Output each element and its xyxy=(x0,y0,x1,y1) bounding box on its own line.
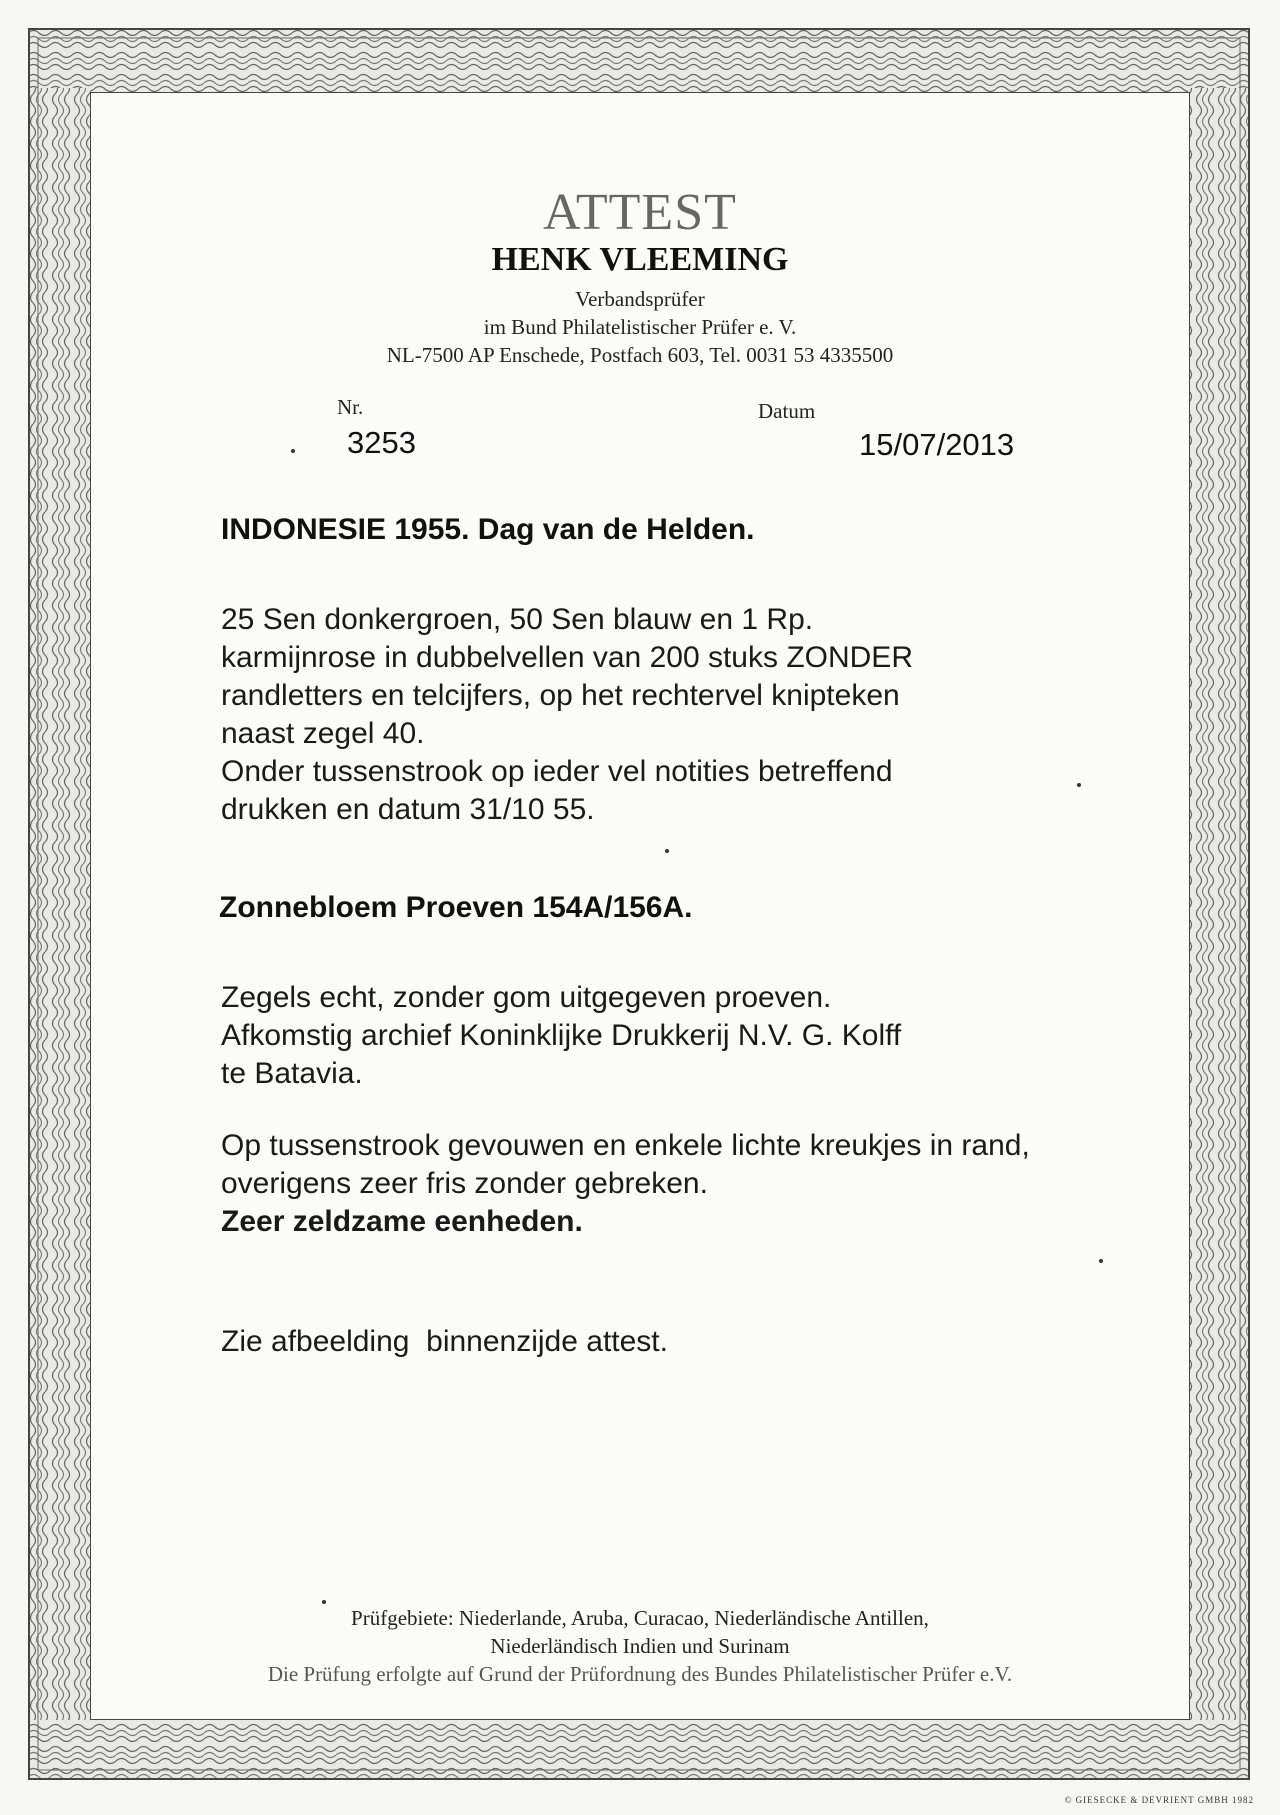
section-heading-zonnebloem: Zonnebloem Proeven 154A/156A. xyxy=(219,891,693,924)
paper-speck xyxy=(1077,783,1081,787)
text-line: karmijnrose in dubbelvellen van 200 stuks ZONDER xyxy=(221,641,913,674)
examiner-name: HENK VLEEMING xyxy=(491,241,789,278)
text-line: Zegels echt, zonder gom uitgegeven proeven. xyxy=(221,981,832,1014)
authenticity-paragraph xyxy=(221,979,1121,1093)
printer-mark: © GIESECKE & DEVRIENT GMBH 1982 xyxy=(1064,1795,1254,1805)
text-line: Onder tussenstrook op ieder vel notities betreffend xyxy=(221,755,893,788)
examiner-contact: NL-7500 AP Enschede, Postfach 603, Tel. 0031 53 4335500 xyxy=(386,343,894,367)
text-line: Op tussenstrook gevouwen en enkele lichte kreukjes in rand, xyxy=(221,1129,1030,1162)
nr-value: 3253 xyxy=(347,425,416,460)
text-line: te Batavia. xyxy=(221,1057,363,1090)
condition-paragraph xyxy=(221,1127,1181,1241)
description-paragraph xyxy=(221,601,1121,829)
section-heading-indonesie: INDONESIE 1955. Dag van de Helden. xyxy=(221,513,755,546)
text-line: randletters en telcijfers, op het rechtervel knipteken xyxy=(221,679,900,712)
paper-speck xyxy=(1099,1259,1103,1263)
paper-speck xyxy=(665,849,669,853)
examiner-role: Verbandsprüfer xyxy=(575,287,705,311)
image-reference-paragraph: Zie afbeelding binnenzijde attest. xyxy=(221,1325,668,1358)
text-line: naast zegel 40. xyxy=(221,717,425,750)
text-line: Afkomstig archief Koninklijke Drukkerij N.V. G. Kolff xyxy=(221,1019,902,1052)
footer-examination-areas: Prüfgebiete: Niederlande, Aruba, Curacao, Niederländische Antillen, xyxy=(351,1606,929,1630)
text-line: drukken en datum 31/10 55. xyxy=(221,793,595,826)
footer-examination-areas-cont: Niederländisch Indien und Surinam xyxy=(490,1634,790,1658)
examiner-organisation: im Bund Philatelistischer Prüfer e. V. xyxy=(483,315,797,339)
paper-speck xyxy=(291,449,295,453)
datum-value: 15/07/2013 xyxy=(859,427,1015,462)
datum-label: Datum xyxy=(758,399,816,423)
text-line: overigens zeer fris zonder gebreken. xyxy=(221,1167,708,1200)
text-line: 25 Sen donkergroen, 50 Sen blauw en 1 Rp. xyxy=(221,603,814,636)
certificate-title: ATTEST xyxy=(543,184,737,241)
rarity-note: Zeer zeldzame eenheden. xyxy=(221,1205,583,1238)
footer-regulation-note: Die Prüfung erfolgte auf Grund der Prüfordnung des Bundes Philatelistischer Prüfer e.V. xyxy=(267,1662,1013,1686)
nr-label: Nr. xyxy=(337,395,364,419)
certificate-paper xyxy=(90,92,1190,1720)
paper-speck xyxy=(322,1600,326,1604)
